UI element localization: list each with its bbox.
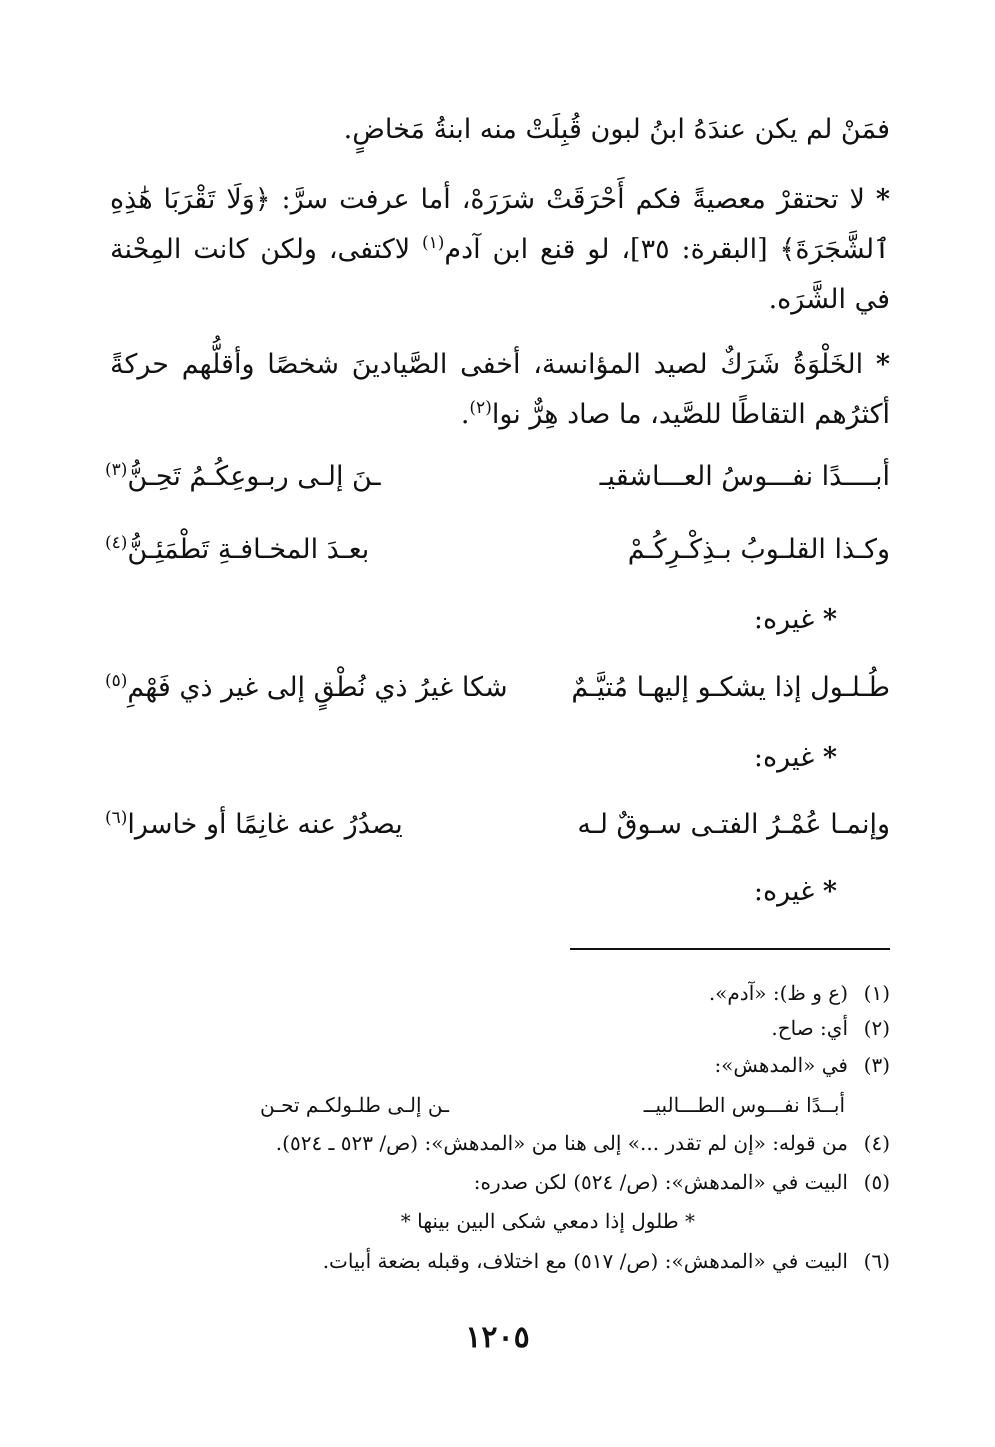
verse-1-second-hemistich bbox=[105, 452, 381, 502]
asterisk-icon: * bbox=[822, 876, 837, 907]
verse-2 bbox=[105, 525, 890, 575]
footnote-text: من قوله: «إن لم تقدر ...» إلى هنا من «المدهش»: (ص/ ٥٢٣ ـ ٥٢٤). bbox=[275, 1131, 848, 1155]
verse-3-first-hemistich: طُـلـول إذا يشكـو إليهـا مُتيَّـمٌ bbox=[571, 672, 890, 703]
verse-4-second-hemistich bbox=[105, 800, 403, 850]
other-poet-label-3 bbox=[754, 872, 837, 912]
paragraph-1-text-a: لا تحتقرْ معصيةً فكم أَحْرَقَتْ شرَرَهْ، أما عرفت سرَّ: ﴿وَلَا تَقْرَبَا هَٰذِهِ ٱلشَّجَرَةَ﴾ [البقرة: ٣٥]، لو قنع ابن آدم bbox=[110, 184, 890, 265]
paragraph-2-text-b: . bbox=[460, 399, 470, 430]
asterisk-icon: * bbox=[822, 604, 837, 635]
asterisk-icon: * bbox=[822, 742, 837, 773]
footnote-number: (٢) bbox=[863, 1016, 890, 1040]
footnote-text: (ع و ظ): «آدم». bbox=[708, 981, 848, 1005]
footnote-3-verse-first: أبــدًا نفـــوس الطـــالبيــ bbox=[643, 1093, 845, 1117]
footnote-ref-3: (٣) bbox=[105, 460, 128, 480]
other-poet-label-1-text: غيره: bbox=[753, 604, 815, 635]
footnote-text: البيت في «المدهش»: (ص/ ٥٢٤) لكن صدره: bbox=[473, 1170, 848, 1194]
verse-3-second-hemistich bbox=[105, 663, 508, 713]
footnote-ref-1: (١) bbox=[422, 233, 445, 253]
asterisk-icon: * bbox=[875, 184, 890, 215]
paragraph-1-text-b: لاكتفى، ولكن كانت المِحْنة في الشَّرَه. bbox=[110, 234, 890, 315]
footnote-text: البيت في «المدهش»: (ص/ ٥١٧) مع اختلاف، وقبله بضعة أبيات. bbox=[322, 1249, 848, 1273]
other-poet-label-2 bbox=[754, 738, 837, 778]
verse-4 bbox=[105, 800, 890, 850]
verse-2-second-text: بعـدَ المخـافـةِ تَطْمَئِـنُّ bbox=[127, 534, 370, 565]
footnote-text: أي: صاح. bbox=[771, 1016, 848, 1040]
footnote-text: في «المدهش»: bbox=[714, 1053, 848, 1077]
asterisk-icon: * bbox=[875, 349, 890, 380]
page-number: ١٢٠٥ bbox=[465, 1320, 530, 1355]
paragraph-2-text-a: الخَلْوَةُ شَرَكٌ لصيد المؤانسة، أخفى الصَّيادينَ شخصًا وأقلُّهم حركةً أكثرُهم التقاطًا للصَّيد، ما صاد هِرٌّ نوا bbox=[110, 349, 890, 430]
footnote-ref-4: (٤) bbox=[105, 533, 128, 553]
other-poet-label-3-text: غيره: bbox=[753, 876, 815, 907]
footnote-2 bbox=[110, 1013, 890, 1043]
verse-1 bbox=[105, 452, 890, 502]
body-paragraph-2 bbox=[110, 340, 890, 440]
verse-2-first-hemistich: وكـذا القلـوبُ بـذِكْـرِكُـمْ bbox=[627, 534, 890, 565]
footnote-separator bbox=[570, 948, 890, 950]
footnote-5 bbox=[110, 1167, 890, 1197]
footnote-number: (٥) bbox=[863, 1170, 890, 1194]
footnote-3 bbox=[110, 1050, 890, 1080]
footnote-number: (٣) bbox=[863, 1053, 890, 1077]
footnote-ref-5: (٥) bbox=[105, 671, 128, 691]
body-paragraph-1 bbox=[110, 175, 890, 325]
verse-3-second-text: شكا غيرُ ذي نُطْقٍ إلى غير ذي فَهْمِ bbox=[127, 672, 508, 703]
footnote-number: (٦) bbox=[863, 1249, 890, 1273]
verse-1-second-text: ـنَ إلـى ربـوعِكُـمُ تَحِـنُّ bbox=[127, 461, 381, 492]
footnote-number: (٤) bbox=[863, 1131, 890, 1155]
footnote-ref-6: (٦) bbox=[105, 808, 128, 828]
footnote-3-verse-second: ـن إلـى طلـولكـم تحـن bbox=[260, 1093, 449, 1117]
footnote-5-quote: * طلول إذا دمعي شكى البين بينها * bbox=[400, 1209, 695, 1233]
other-poet-label-2-text: غيره: bbox=[753, 742, 815, 773]
other-poet-label-1 bbox=[754, 600, 837, 640]
footnote-4 bbox=[110, 1128, 890, 1158]
body-line-1-text: فمَنْ لم يكن عندَهُ ابنُ لبون قُبِلَتْ منه ابنةُ مَخاضٍ. bbox=[343, 114, 890, 145]
footnote-ref-2: (٢) bbox=[469, 398, 492, 418]
body-line-1 bbox=[110, 105, 890, 155]
footnote-1 bbox=[110, 978, 890, 1008]
verse-4-second-text: يصدُرُ عنه غانِمًا أو خاسرا bbox=[127, 809, 403, 840]
verse-4-first-hemistich: وإنمـا عُمْـرُ الفتـى سـوقٌ لـه bbox=[577, 809, 890, 840]
footnote-6 bbox=[110, 1246, 890, 1276]
verse-2-second-hemistich bbox=[105, 525, 369, 575]
footnote-number: (١) bbox=[863, 981, 890, 1005]
verse-3 bbox=[105, 663, 890, 713]
verse-1-first-hemistich: أبــــدًا نفـــوسُ العـــاشقيـ bbox=[599, 461, 890, 492]
